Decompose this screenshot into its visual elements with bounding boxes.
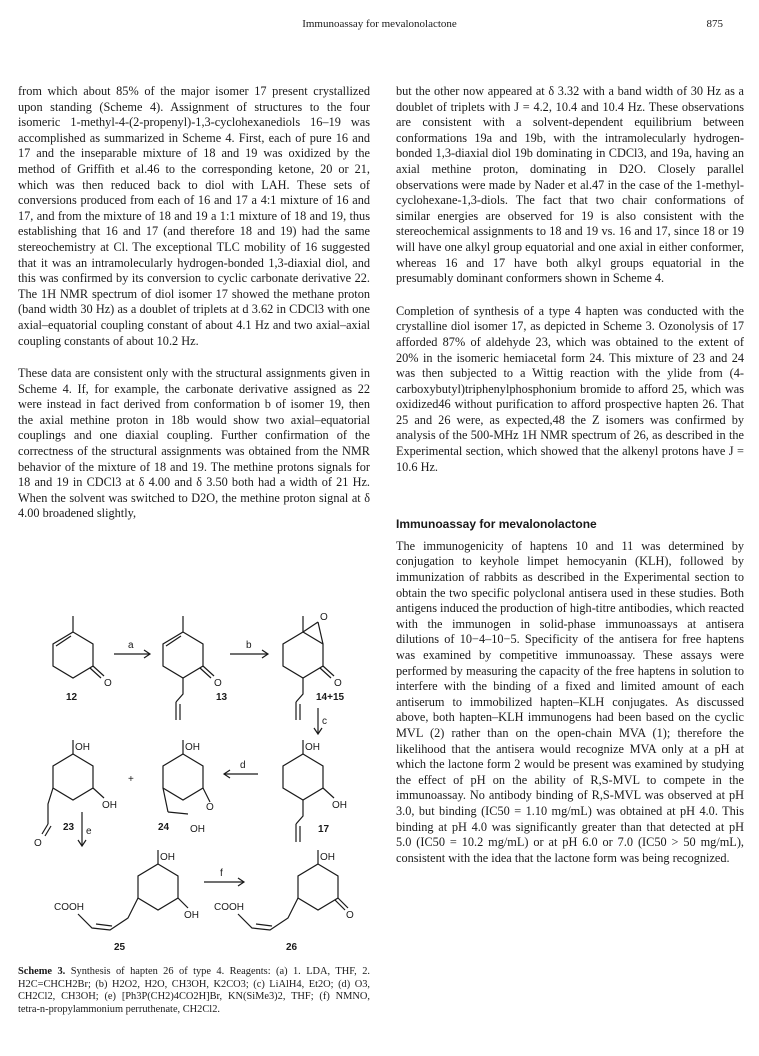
atom-oh: OH	[184, 910, 199, 921]
atom-o: O	[104, 678, 112, 689]
compound-label: 17	[318, 824, 330, 835]
arrow-b	[230, 640, 268, 658]
page-number: 875	[706, 18, 723, 30]
atom-cooh: COOH	[214, 902, 244, 913]
right-paragraph-1: but the other now appeared at δ 3.32 with a band width of 30 Hz as a doublet of triplets with J = 4.2, 10.4 and 10.4 Hz. These observations are consistent with a solvent-dependent equilibrium between conformations 19a and 19b, with the intramolecularly hydrogen-bonded 1,3-diaxial diol 19b dominating in CDCl3, and 19a, having an axial methine proton, dominating in D2O. Closely parallel observations were made by Nader et al.47 in the case of the 1-methyl-cyclohexane-1,3-diols. The fact that two chair conformations of similar energies are observed for 19 is also consistent with the stereochemical assignments to 18 and 19 vs. 16 and 17, since 18 or 19 will have one alkyl group equatorial and one axial in either conformer, whereas 16 and 17 have both alkyl groups equatorial in the presumably dominant conformers shown in Scheme 4.	[396, 84, 744, 286]
right-paragraph-3: The immunogenicity of haptens 10 and 11 was determined by conjugation to keyhole limpet hemocyanin (KLH), followed by immunization of rabbits as described in the Experimental section to obtain the two specific polyclonal antisera used in these studies. Both antigens induced the production of high-titre antibodies, which reacted with the immunogen in solid-phase immunoassays at antisera dilutions of 10−4–10−5. Specificity of the antisera for free haptens was examined by competitive immunoassay. These assays were performed by measuring the capacity of the free haptens in solution to interfere with the binding of a fixed and limited amount of each antiserum to immobilized hapten–KLH conjugates. As discussed above, both hapten–KLH immunogens had been based on the cyclic MVL (2) rather than on the open-chain MVA (1); therefore the likelihood that the antisera would recognize MVA only at a pH at which the lactone form 2 would be present was examined by studying the effect of pH on the ability of R,S-MVL to compete in the immunoassay. No antibody binding of R,S-MVL was observed at pH 3.0, but binding (IC50 = 1.10 mg/mL) was obtained at pH 4.0. This binding at pH 4.0 was significantly greater than that detected at pH 5.0 (IC50 = 10.2 mg/mL) or at pH 6.0 or 7.0 (IC50 > 50 mg/mL), consistent with the idea that the lactone form was being recognized.	[396, 538, 744, 865]
atom-o: O	[206, 802, 214, 813]
atom-oh: OH	[102, 800, 117, 811]
compound-26-structure	[214, 850, 354, 953]
arrow-d	[224, 760, 258, 778]
step-label: e	[86, 826, 92, 837]
compound-17-structure	[283, 740, 347, 842]
scheme-3-structures	[18, 602, 370, 962]
atom-oh: OH	[305, 742, 320, 753]
step-label: b	[246, 640, 252, 651]
atom-oh: OH	[185, 742, 200, 753]
step-label: d	[240, 760, 246, 771]
arrow-c	[314, 708, 327, 734]
atom-o: O	[214, 678, 222, 689]
atom-oh: OH	[320, 852, 335, 863]
scheme-3-figure	[18, 602, 370, 962]
compound-label: 14+15	[316, 692, 345, 703]
compound-label: 13	[216, 692, 228, 703]
step-label: c	[322, 716, 327, 727]
compound-label: 25	[114, 942, 126, 953]
arrow-a	[114, 640, 150, 658]
atom-cooh: COOH	[54, 902, 84, 913]
left-column	[18, 84, 370, 522]
compound-label: 26	[286, 942, 298, 953]
step-label: a	[128, 640, 134, 651]
left-paragraph-1: from which about 85% of the major isomer 17 present crystallized upon standing (Scheme 4). Assignment of structures to the four isomeric 1-methyl-4-(2-propenyl)-1,3-cyclohexanediols 16–19 was accomplished as summarized in Scheme 4. First, each of pure 16 and 17 and the inseparable mixture of 18 and 19 was oxidized by the method of Griffith et al.46 to the corresponding ketone, 20 or 21, which was then reduced back to diol with LAH. These sets of conversions produced from each of 16 and 17 a 4:1 mixture of 16 and 17, and from the mixture of 18 and 19 a 1:1 mixture of 18 and 19, thus establishing that 16 and 17 (and therefore 18 and 19) had the same stereochemistry at Cl. The exceptional TLC mobility of 16 suggested that it was an intramolecularly hydrogen-bonded 1,3-diaxial diol, and this was confirmed by its conversion to cyclic carbonate derivative 22. The 1H NMR spectrum of diol isomer 17 showed the methane proton (band width 30 Hz) as a doublet of triplets at d 3.62 in CDCl3 with one axial–equatorial coupling constant of about 4.1 Hz and two axial–axial coupling constants of about 10.2 Hz.	[18, 84, 370, 348]
atom-o: O	[346, 910, 354, 921]
atom-o: O	[320, 612, 328, 623]
step-label: f	[220, 868, 223, 879]
caption-text: Synthesis of hapten 26 of type 4. Reagents: (a) 1. LDA, THF, 2. H2C=CHCH2Br; (b) H2O2, H2O, CH3OH, K2CO3; (c) LiAlH4, Et2O; (d) O3, CH2Cl2, CH3OH; (e) [Ph3P(CH2)4CO2H]Br, KN(SiMe3)2, THF; (f) NMNO, tetra-n-propylammonium perruthenate, CH2Cl2.	[18, 966, 370, 1015]
atom-oh: OH	[160, 852, 175, 863]
plus-sign: +	[128, 774, 134, 785]
compound-label: 24	[158, 822, 170, 833]
compound-25-structure	[54, 850, 199, 953]
section-heading: Immunoassay for mevalonolactone	[396, 517, 597, 532]
right-column	[396, 84, 744, 866]
compound-24-structure	[158, 740, 214, 835]
scheme-caption	[18, 966, 370, 1016]
compound-13-structure	[163, 616, 228, 720]
right-paragraph-2: Completion of synthesis of a type 4 hapten was conducted with the crystalline diol isomer 17, as depicted in Scheme 3. Ozonolysis of 17 afforded 87% of aldehyde 23, which was obtained to the extent of 20% in the isomeric hemiacetal form 24. This mixture of 23 and 24 was then subjected to a Wittig reaction with the ylide from (4-carboxybutyl)triphenylphosphonium bromide to afford 25, which was oxidized46 without purification to afford prospective hapten 26. That 25 and 26 were, as expected,48 the Z isomers was confirmed by analysis of the 500-MHz 1H NMR spectrum of 26, as described in the Experimental section, which showed that the alkenyl protons have J = 10.6 Hz.	[396, 303, 744, 474]
running-header	[0, 18, 759, 34]
compound-label: 12	[66, 692, 78, 703]
arrow-f	[204, 868, 244, 886]
arrow-e	[78, 812, 92, 846]
compound-23-structure	[34, 740, 117, 849]
atom-oh: OH	[190, 824, 205, 835]
compound-14-15-structure	[283, 612, 345, 720]
left-paragraph-2: These data are consistent only with the structural assignments given in Scheme 4. If, for example, the carbonate derivative assigned as 22 were instead in fact derived from conformation b of isomer 19, then the axial methine proton in 18b would show two axial–equatorial couplings and one diaxial coupling. Further confirmation of the correctness of the structural assignments was obtained from the NMR behavior of the mixture of 18 and 19. The methine protons signals for 18 and 19 in CDCl3 at δ 4.00 and δ 3.50 both had a width of 21 Hz. When the solvent was switched to D2O, the methine proton signal at δ 4.00 broadened slightly,	[18, 366, 370, 521]
atom-oh: OH	[332, 800, 347, 811]
caption-label: Scheme 3.	[18, 966, 66, 977]
atom-o: O	[34, 838, 42, 849]
atom-o: O	[334, 678, 342, 689]
atom-oh: OH	[75, 742, 90, 753]
running-title: Immunoassay for mevalonolactone	[302, 18, 457, 30]
compound-12-structure	[53, 616, 112, 703]
compound-label: 23	[63, 822, 75, 833]
